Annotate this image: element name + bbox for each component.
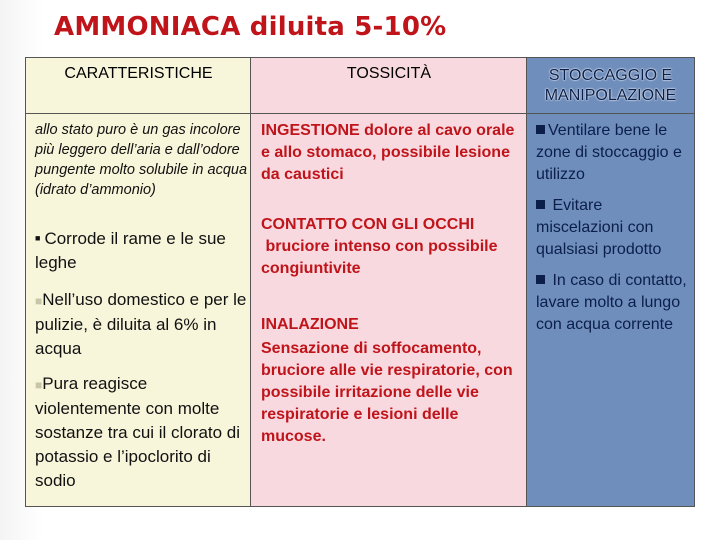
caratteristiche-item-1: [35, 226, 247, 275]
tossicita-occhi: [261, 214, 523, 280]
caratteristiche-item-2-text: Nell’uso domestico e per le pulizie, è diluita al 6% in acqua: [35, 290, 247, 358]
faint-bullet-icon: ■: [35, 378, 43, 392]
tossicita-occhi-title: CONTATTO CON GLI OCCHI: [261, 216, 475, 233]
square-bullet-icon: [536, 125, 545, 134]
tossicita-inalazione-title: INALAZIONE: [261, 316, 359, 333]
caratteristiche-item-1-text: Corrode il rame e le sue leghe: [35, 229, 226, 272]
tossicita-ingestione: INGESTIONE dolore al cavo orale e allo stomaco, possibile lesione da caustici: [261, 122, 515, 183]
caratteristiche-intro: allo stato puro è un gas incolore più leggero dell’aria e dall’odore pungente molto solubile in acqua (idrato d’ammonio): [35, 122, 248, 198]
faint-bullet-icon: ■: [35, 294, 43, 308]
square-bullet-icon: [536, 200, 545, 209]
stoccaggio-item-1-text: Ventilare bene le zone di stoccaggio e utilizzo: [536, 122, 682, 183]
tossicita-inalazione: [261, 314, 523, 448]
caratteristiche-item-3-text: reagisce violentemente con molte sostanze tra cui il clorato di potassio e l’ipoclorito di sodio: [35, 374, 241, 490]
tossicita-inalazione-text: Sensazione di soffocamento, bruciore alle vie respiratorie, con possibile irritazione delle vie respiratorie e lesioni delle mucose.: [261, 340, 513, 445]
stoccaggio-item-1: [536, 120, 691, 186]
caratteristiche-item-3-lead: Pura: [42, 374, 79, 393]
header-tossicita: TOSSICITÀ: [346, 65, 432, 82]
caratteristiche-item-2: [35, 288, 251, 361]
tossicita-occhi-text: bruciore intenso con possibile congiuntivite: [261, 238, 502, 277]
stoccaggio-item-2: [536, 195, 691, 261]
stoccaggio-item-3: [536, 270, 691, 336]
info-table: [25, 57, 695, 507]
caratteristiche-item-3: [35, 372, 251, 493]
square-bullet-icon: [536, 275, 545, 284]
stoccaggio-item-3-text: In caso di contatto, lavare molto a lungo con acqua corrente: [536, 272, 687, 333]
slide-title: AMMONIACA diluita 5-10%: [54, 12, 447, 42]
header-stoccaggio: STOCCAGGIO E MANIPOLAZIONE: [544, 67, 677, 104]
header-caratteristiche: CARATTERISTICHE: [64, 65, 213, 82]
square-bullet-icon: ■: [35, 233, 41, 243]
stoccaggio-item-2-text: Evitare miscelazioni con qualsiasi prodotto: [536, 197, 662, 258]
